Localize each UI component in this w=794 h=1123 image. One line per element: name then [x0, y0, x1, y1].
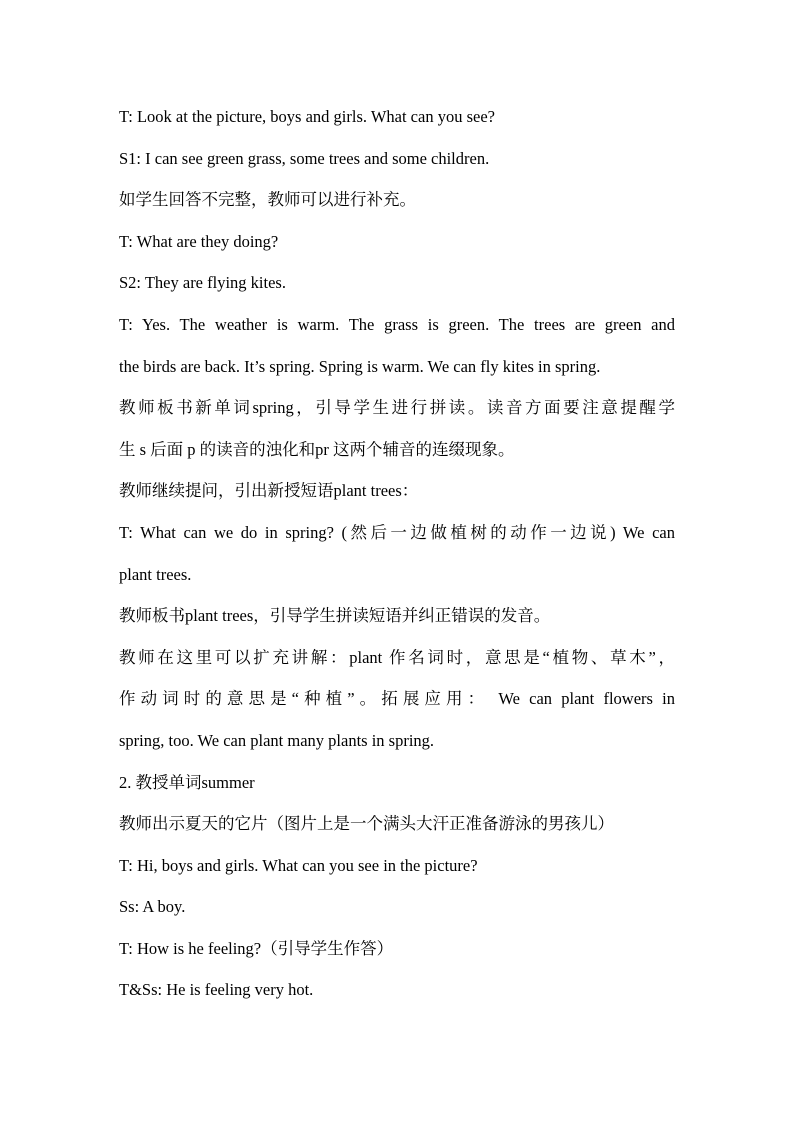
text-line: T&Ss: He is feeling very hot.: [119, 980, 314, 1000]
text-line: 教师板书新单词spring，引导学生进行拼读。读音方面要注意提醒学: [119, 398, 675, 418]
text-line: 如学生回答不完整，教师可以进行补充。: [119, 190, 416, 210]
text-line: 教师出示夏天的它片（图片上是一个满头大汗正准备游泳的男孩儿）: [119, 814, 614, 834]
text-line: T: How is he feeling?（引导学生作答）: [119, 938, 394, 958]
text-line: S1: I can see green grass, some trees and some children.: [119, 148, 490, 168]
text-line: 教师板书plant trees，引导学生拼读短语并纠正错误的发音。: [119, 606, 551, 626]
text-line: 教师继续提问，引出新授短语plant trees：: [119, 481, 419, 501]
section-heading: 2. 教授单词summer: [119, 772, 255, 792]
text-line: 生 s 后面 p 的读音的浊化和pr 这两个辅音的连缀现象。: [119, 439, 515, 459]
text-line: S2: They are flying kites.: [119, 273, 286, 293]
text-line: T: What are they doing?: [119, 231, 279, 251]
text-line: 作动词时的意思是“种植”。拓展应用： We can plant flowers in: [119, 689, 675, 709]
text-line: Ss: A boy.: [119, 897, 186, 917]
lesson-text: [119, 99, 675, 1014]
text-line: T: Look at the picture, boys and girls. What can you see?: [119, 107, 495, 126]
text-line: T: Hi, boys and girls. What can you see in the picture?: [119, 855, 478, 875]
text-line: plant trees.: [119, 564, 192, 584]
text-line: 教师在这里可以扩充讲解：plant 作名词时，意思是“植物、草木”，: [119, 647, 675, 667]
text-line: T: What can we do in spring? (然后一边做植树的动作一边说) We can: [119, 522, 675, 542]
text-line: T: Yes. The weather is warm. The grass is green. The trees are green and: [119, 314, 675, 334]
text-line: spring, too. We can plant many plants in spring.: [119, 730, 435, 750]
text-line: the birds are back. It’s spring. Spring is warm. We can fly kites in spring.: [119, 356, 601, 376]
